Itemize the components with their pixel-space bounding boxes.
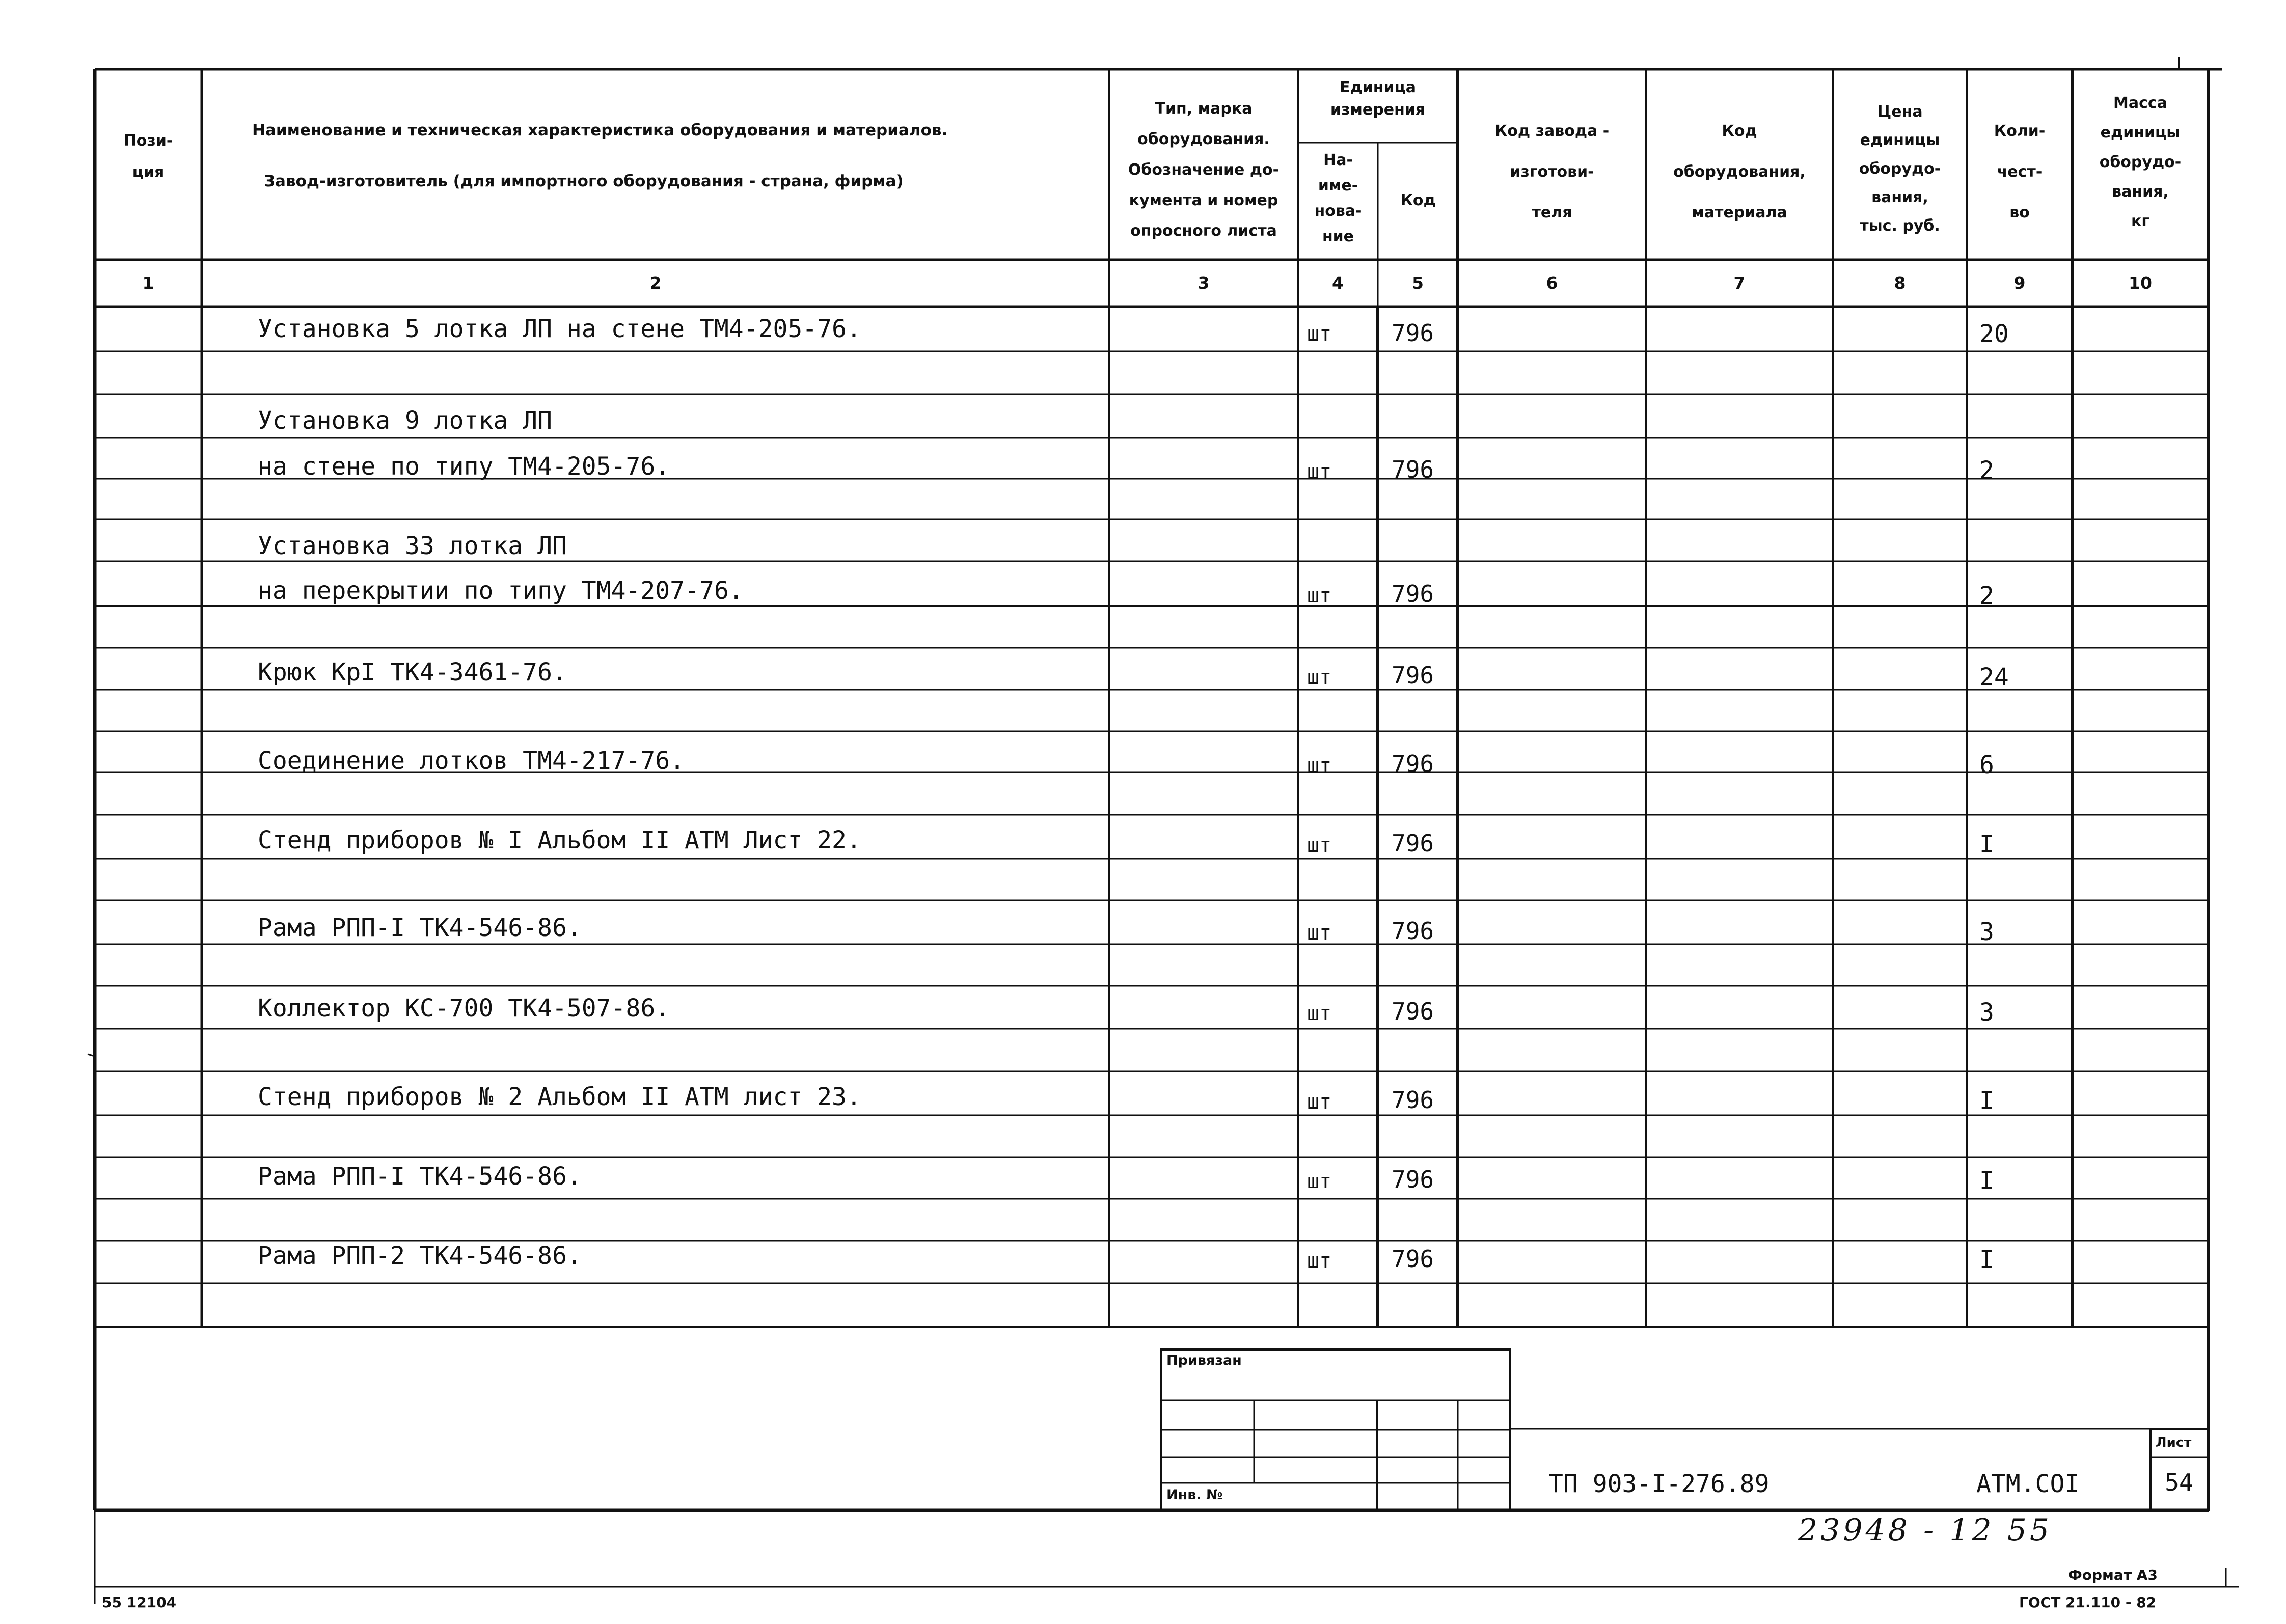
row-quantity: 20 <box>1979 320 2009 348</box>
column-number: 5 <box>1412 273 1424 293</box>
row-name: Рама РПП-2 ТК4-546-86. <box>258 1242 582 1270</box>
paper-format: Формат А3 <box>2068 1566 2158 1583</box>
row-quantity: 24 <box>1979 663 2009 692</box>
column-number: 2 <box>649 273 662 293</box>
row-name-continued: на стене по типу ТМ4-205-76. <box>258 452 670 481</box>
row-name: Стенд приборов № 2 Альбом II АТМ лист 23. <box>258 1083 861 1111</box>
row-unit: шт <box>1307 1249 1332 1273</box>
row-quantity: I <box>1979 1087 1994 1115</box>
row-name: Рама РПП-I ТК4-546-86. <box>258 1162 582 1191</box>
row-code: 796 <box>1392 750 1434 778</box>
row-unit: шт <box>1307 921 1332 945</box>
row-quantity: 6 <box>1979 751 1994 779</box>
sheet-number: 54 <box>2165 1469 2193 1496</box>
header-unit-name: На- име- нова- ние <box>1314 151 1362 245</box>
row-unit: шт <box>1307 754 1332 778</box>
row-quantity: I <box>1979 830 1994 859</box>
header-quantity: Коли- чест- во <box>1994 122 2046 222</box>
row-unit: шт <box>1307 666 1332 689</box>
row-name: Соединение лотков ТМ4-217-76. <box>258 747 685 775</box>
sheet-label: Лист <box>2156 1435 2192 1450</box>
column-number: 1 <box>142 273 154 293</box>
row-quantity: I <box>1979 1246 1994 1274</box>
row-code: 796 <box>1392 1245 1434 1273</box>
header-name-line1: Наименование и техническая характеристика оборудования и материалов. <box>252 121 948 140</box>
row-quantity: 2 <box>1979 456 1994 485</box>
row-name: Стенд приборов № I Альбом II АТМ Лист 22. <box>258 826 861 855</box>
row-quantity: 3 <box>1979 998 1994 1027</box>
inventory-number-label: Инв. № <box>1166 1487 1223 1503</box>
column-number: 4 <box>1332 273 1344 293</box>
header-type: Тип, марка оборудования. Обозначение до- кумента и номер опросного листа <box>1128 100 1280 240</box>
row-name-continued: на перекрытии по типу ТМ4-207-76. <box>258 576 744 605</box>
row-code: 796 <box>1392 662 1434 689</box>
project-code: ТП 903-I-276.89 <box>1548 1470 1770 1498</box>
row-code: 796 <box>1392 998 1434 1025</box>
row-unit: шт <box>1307 1170 1332 1193</box>
row-unit: шт <box>1307 460 1332 483</box>
handwritten-archive-number: 23948 - 12 55 <box>1798 1512 2053 1548</box>
column-number: 7 <box>1733 273 1746 293</box>
column-number: 8 <box>1894 273 1906 293</box>
header-mass: Масса единицы оборудо- вания, кг <box>2099 94 2182 230</box>
row-unit: шт <box>1307 322 1332 346</box>
row-code: 796 <box>1392 319 1434 347</box>
row-unit: шт <box>1307 1002 1332 1025</box>
column-number: 10 <box>2129 273 2152 293</box>
header-position: Пози- ция <box>123 132 173 181</box>
header-factory-code: Код завода - изготови- теля <box>1494 122 1610 222</box>
row-code: 796 <box>1392 1086 1434 1114</box>
header-unit-code: Код <box>1400 191 1436 209</box>
header-name-line2: Завод-изготовитель (для импортного оборудования - страна, фирма) <box>264 172 904 190</box>
row-unit: шт <box>1307 834 1332 857</box>
header-equipment-code: Код оборудования, материала <box>1673 122 1806 222</box>
row-unit: шт <box>1307 584 1332 608</box>
bound-label: Привязан <box>1166 1353 1242 1368</box>
row-name: Установка 5 лотка ЛП на стене ТМ4-205-76. <box>258 315 861 343</box>
column-number: 3 <box>1198 273 1210 293</box>
row-name: Рама РПП-I ТК4-546-86. <box>258 914 582 942</box>
archive-code: 55 12104 <box>102 1594 177 1611</box>
row-code: 796 <box>1392 580 1434 608</box>
row-quantity: 3 <box>1979 918 1994 946</box>
gost-standard: ГОСТ 21.110 - 82 <box>2019 1594 2157 1611</box>
row-code: 796 <box>1392 830 1434 857</box>
row-name: Коллектор КС-700 ТК4-507-86. <box>258 994 670 1023</box>
header-price: Цена единицы оборудо- вания, тыс. руб. <box>1859 103 1941 235</box>
row-name: Крюк КрI ТК4-3461-76. <box>258 658 567 686</box>
header-unit-group: Единица измерения <box>1330 78 1426 119</box>
row-name: Установка 9 лотка ЛП <box>258 406 552 435</box>
row-name: Установка 33 лотка ЛП <box>258 532 567 560</box>
column-number: 6 <box>1546 273 1558 293</box>
row-quantity: 2 <box>1979 582 1994 610</box>
row-code: 796 <box>1392 456 1434 483</box>
row-code: 796 <box>1392 1166 1434 1193</box>
section-code: АТМ.СОI <box>1976 1470 2080 1498</box>
row-code: 796 <box>1392 917 1434 945</box>
row-quantity: I <box>1979 1166 1994 1195</box>
row-unit: шт <box>1307 1090 1332 1114</box>
column-number: 9 <box>2013 273 2026 293</box>
